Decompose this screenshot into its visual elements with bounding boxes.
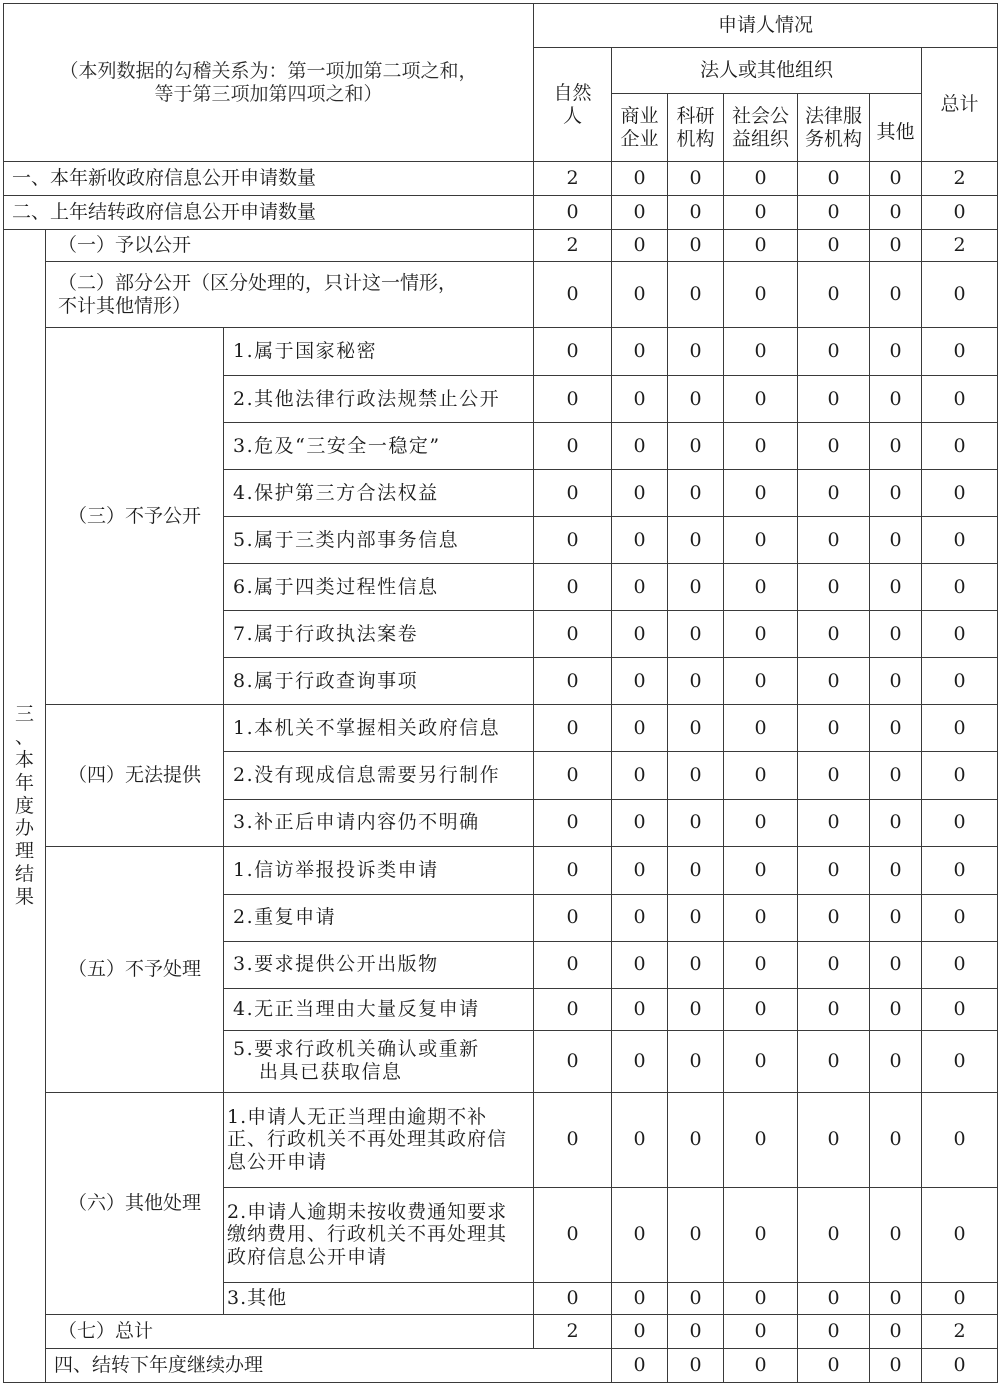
cell-value: 0 [724,752,798,799]
cell-value: 0 [612,1030,668,1092]
cell-value: 0 [798,799,870,846]
cell-value: 0 [534,658,612,705]
table-row [4,1314,998,1348]
org-col-legal-service-l2: 务机构 [804,127,862,150]
table-row [4,328,998,376]
cell-value: 0 [724,262,798,328]
cell-value: 0 [870,658,922,705]
table-row [4,230,998,262]
cell-value: 0 [870,611,922,658]
cell-value: 0 [870,846,922,894]
cell-value: 0 [798,752,870,799]
category-label: （四）无法提供 [46,705,224,846]
item-label: 4.保护第三方合法权益 [224,470,534,517]
item-label: 3.危及“三安全一稳定” [224,423,534,470]
cell-value: 0 [922,941,998,988]
cell-value: 0 [922,376,998,423]
cell-value: 0 [612,328,668,376]
total-header: 总计 [922,48,998,162]
cell-value: 0 [870,1348,922,1382]
org-col-research-l1: 科研 [676,104,715,127]
cell-value: 0 [724,196,798,230]
item-label: 6.属于四类过程性信息 [224,564,534,611]
cell-value: 0 [724,1314,798,1348]
cell-value: 0 [534,423,612,470]
item-label: 7.属于行政执法案卷 [224,611,534,658]
row-label [46,262,534,328]
item-label-line: 息公开申请 [227,1151,328,1174]
cell-value: 0 [724,988,798,1030]
natural-person-line-1: 自然 [553,81,592,104]
cell-value: 0 [668,611,724,658]
row-label: 二、上年结转政府信息公开申请数量 [4,196,534,230]
item-label: 3.补正后申请内容仍不明确 [224,799,534,846]
item-label: 1.属于国家秘密 [224,328,534,376]
cell-value: 0 [612,262,668,328]
cell-value: 0 [870,941,922,988]
cell-value: 0 [870,988,922,1030]
cell-value: 0 [798,517,870,564]
item-label: 4.无正当理由大量反复申请 [224,988,534,1030]
cell-value: 0 [724,376,798,423]
cell-value: 0 [668,470,724,517]
header-note-line-2: 等于第三项加第四项之和） [154,82,383,105]
cell-value: 0 [922,196,998,230]
cell-value: 0 [534,376,612,423]
category-label: （三）不予公开 [46,328,224,705]
org-col-commercial [612,94,668,162]
cell-value: 0 [798,564,870,611]
cell-value: 0 [534,1092,612,1187]
cell-value: 0 [798,1092,870,1187]
cell-value: 0 [798,196,870,230]
cell-value: 0 [668,230,724,262]
cell-value: 0 [922,799,998,846]
cell-value: 0 [922,988,998,1030]
item-label [224,1187,534,1282]
org-col-public-welfare [724,94,798,162]
cell-value: 0 [922,1187,998,1282]
cell-value: 0 [798,262,870,328]
cell-value: 0 [612,799,668,846]
vertical-char: 办 [14,817,34,840]
cell-value: 0 [534,705,612,752]
cell-value: 0 [798,162,870,196]
org-col-other-l1: 其他 [876,121,915,144]
cell-value: 0 [534,988,612,1030]
cell-value: 0 [668,162,724,196]
applicant-situation-header: 申请人情况 [534,4,998,48]
category-label: （六）其他处理 [46,1092,224,1314]
cell-value: 0 [612,1187,668,1282]
cell-value: 0 [724,423,798,470]
item-label-line: 2.申请人逾期未按收费通知要求 [227,1200,508,1223]
cell-value: 0 [724,658,798,705]
cell-value: 0 [798,894,870,941]
cell-value: 0 [922,658,998,705]
org-col-legal-service-l1: 法律服 [804,104,862,127]
cell-value: 0 [668,423,724,470]
row-label-line-1: （二）部分公开（区分处理的，只计这一情形， [58,271,458,294]
cell-value: 0 [534,328,612,376]
cell-value: 0 [870,1282,922,1314]
gov-info-disclosure-table [3,3,998,1383]
cell-value: 0 [922,752,998,799]
cell-value: 0 [870,517,922,564]
table-row [4,846,998,894]
cell-value: 0 [612,564,668,611]
cell-value: 0 [668,1282,724,1314]
item-label: 2.重复申请 [224,894,534,941]
cell-value: 0 [612,611,668,658]
cell-value: 0 [668,894,724,941]
cell-value: 0 [870,705,922,752]
cell-value: 0 [798,1314,870,1348]
cell-value: 0 [668,988,724,1030]
cell-value: 0 [534,517,612,564]
cell-value: 0 [922,423,998,470]
header-note-line-1: （本列数据的勾稽关系为：第一项加第二项之和， [59,59,478,82]
cell-value: 0 [612,517,668,564]
cell-value: 0 [612,1314,668,1348]
cell-value: 0 [668,376,724,423]
cell-value: 0 [668,196,724,230]
cell-value: 0 [724,1092,798,1187]
item-label [224,1030,534,1092]
cell-value: 0 [922,1282,998,1314]
table-row [4,162,998,196]
cell-value: 2 [534,1314,612,1348]
cell-value: 0 [798,376,870,423]
row-label: （一）予以公开 [46,230,534,262]
cell-value: 0 [668,941,724,988]
item-label: 3.其他 [224,1282,534,1314]
table-row [4,1092,998,1187]
cell-value: 0 [534,262,612,328]
section-3-vertical-label [4,230,46,1383]
vertical-char: 果 [14,885,34,908]
row-label: 四、结转下年度继续办理 [46,1348,612,1382]
cell-value: 0 [922,470,998,517]
cell-value: 0 [668,658,724,705]
cell-value: 0 [668,1348,724,1382]
cell-value: 0 [870,752,922,799]
cell-value: 0 [870,196,922,230]
cell-value: 0 [798,1282,870,1314]
cell-value: 0 [870,1187,922,1282]
cell-value: 0 [922,517,998,564]
cell-value: 0 [724,162,798,196]
org-col-commercial-l2: 企业 [620,127,659,150]
cell-value: 0 [534,611,612,658]
org-col-public-welfare-l2: 益组织 [731,127,789,150]
cell-value: 0 [922,611,998,658]
cell-value: 0 [922,894,998,941]
item-label-line: 政府信息公开申请 [227,1246,388,1269]
cell-value: 0 [922,1348,998,1382]
cell-value: 0 [922,705,998,752]
cell-value: 0 [724,517,798,564]
cell-value: 0 [668,705,724,752]
cell-value: 0 [724,799,798,846]
vertical-char: 本 [14,749,34,772]
cell-value: 2 [922,1314,998,1348]
cell-value: 0 [534,564,612,611]
item-label: 1.本机关不掌握相关政府信息 [224,705,534,752]
cell-value: 0 [798,1187,870,1282]
cell-value: 0 [870,1030,922,1092]
cell-value: 0 [612,846,668,894]
cell-value: 2 [534,162,612,196]
cell-value: 0 [870,799,922,846]
table-row [4,1348,998,1382]
cell-value: 0 [870,162,922,196]
cell-value: 0 [870,423,922,470]
cell-value: 0 [534,846,612,894]
cell-value: 0 [724,1030,798,1092]
cell-value: 0 [798,1030,870,1092]
cell-value: 0 [534,894,612,941]
cell-value: 0 [870,376,922,423]
vertical-char: 结 [14,863,34,886]
cell-value: 0 [668,1092,724,1187]
table-row [4,262,998,328]
item-label: 2.没有现成信息需要另行制作 [224,752,534,799]
cell-value: 0 [612,988,668,1030]
cell-value: 0 [870,1314,922,1348]
cell-value: 0 [534,799,612,846]
cell-value: 0 [922,1030,998,1092]
cell-value: 0 [612,230,668,262]
cell-value: 0 [534,196,612,230]
cell-value: 0 [534,1282,612,1314]
cell-value: 0 [534,470,612,517]
cell-value: 0 [612,423,668,470]
legal-persons-header: 法人或其他组织 [612,48,922,94]
table-row [4,705,998,752]
cell-value: 0 [612,196,668,230]
item-label-line: 正、行政机关不再处理其政府信 [227,1128,508,1151]
cell-value: 0 [922,1092,998,1187]
cell-value: 2 [922,162,998,196]
item-label: 1.信访举报投诉类申请 [224,846,534,894]
item-label: 3.要求提供公开出版物 [224,941,534,988]
cell-value: 0 [612,1282,668,1314]
vertical-char: 年 [14,771,34,794]
cell-value: 0 [724,1187,798,1282]
cell-value: 0 [798,230,870,262]
vertical-char: 理 [14,840,34,863]
cell-value: 0 [534,752,612,799]
cell-value: 2 [534,230,612,262]
cell-value: 0 [668,1030,724,1092]
cell-value: 0 [922,262,998,328]
item-label: 2.其他法律行政法规禁止公开 [224,376,534,423]
cell-value: 0 [612,705,668,752]
table-row [4,196,998,230]
item-label: 5.属于三类内部事务信息 [224,517,534,564]
cell-value: 0 [612,752,668,799]
vertical-char: 三 [14,703,34,726]
row-label-line-2: 不计其他情形） [58,294,192,317]
org-col-legal-service [798,94,870,162]
cell-value: 0 [534,1030,612,1092]
org-col-commercial-l1: 商业 [620,104,659,127]
cell-value: 0 [724,846,798,894]
cell-value: 0 [798,705,870,752]
cell-value: 0 [724,705,798,752]
cell-value: 0 [724,941,798,988]
cell-value: 0 [724,230,798,262]
cell-value: 0 [612,1348,668,1382]
cell-value: 2 [922,230,998,262]
cell-value: 0 [870,328,922,376]
cell-value: 0 [612,658,668,705]
item-label-line-1: 5.要求行政机关确认或重新 [233,1038,480,1061]
cell-value: 0 [798,328,870,376]
cell-value: 0 [798,423,870,470]
item-label [224,1092,534,1187]
cell-value: 0 [724,611,798,658]
cell-value: 0 [668,328,724,376]
cell-value: 0 [724,894,798,941]
row-label: 一、本年新收政府信息公开申请数量 [4,162,534,196]
cell-value: 0 [922,846,998,894]
row-label: （七）总计 [46,1314,534,1348]
cell-value: 0 [870,470,922,517]
cell-value: 0 [798,1348,870,1382]
cell-value: 0 [922,564,998,611]
cell-value: 0 [724,470,798,517]
cell-value: 0 [724,1282,798,1314]
cell-value: 0 [668,1314,724,1348]
cell-value: 0 [668,752,724,799]
vertical-char: 度 [14,794,34,817]
org-col-research [668,94,724,162]
cell-value: 0 [870,230,922,262]
cell-value: 0 [668,262,724,328]
cell-value: 0 [668,564,724,611]
org-col-public-welfare-l1: 社会公 [731,104,789,127]
natural-person-line-2: 人 [562,104,582,127]
cell-value: 0 [612,376,668,423]
item-label: 8.属于行政查询事项 [224,658,534,705]
item-label-line: 缴纳费用、行政机关不再处理其 [227,1223,508,1246]
cell-value: 0 [870,262,922,328]
cell-value: 0 [798,846,870,894]
header-note [4,4,534,162]
cell-value: 0 [798,470,870,517]
cell-value: 0 [870,894,922,941]
item-label-line: 1.申请人无正当理由逾期不补 [227,1105,488,1128]
category-label: （五）不予处理 [46,846,224,1092]
cell-value: 0 [724,1348,798,1382]
cell-value: 0 [612,1092,668,1187]
cell-value: 0 [798,941,870,988]
org-col-research-l2: 机构 [676,127,715,150]
cell-value: 0 [668,517,724,564]
cell-value: 0 [798,658,870,705]
cell-value: 0 [612,162,668,196]
cell-value: 0 [534,1187,612,1282]
cell-value: 0 [922,328,998,376]
cell-value: 0 [534,941,612,988]
cell-value: 0 [724,328,798,376]
cell-value: 0 [612,470,668,517]
item-label-line-2: 出具已获取信息 [259,1061,403,1084]
cell-value: 0 [870,1092,922,1187]
natural-person-header [534,48,612,162]
cell-value: 0 [612,941,668,988]
cell-value: 0 [612,894,668,941]
cell-value: 0 [668,1187,724,1282]
cell-value: 0 [798,988,870,1030]
cell-value: 0 [668,799,724,846]
cell-value: 0 [724,564,798,611]
cell-value: 0 [798,611,870,658]
org-col-other [870,94,922,162]
cell-value: 0 [668,846,724,894]
cell-value: 0 [870,564,922,611]
vertical-char: 、 [14,726,34,749]
